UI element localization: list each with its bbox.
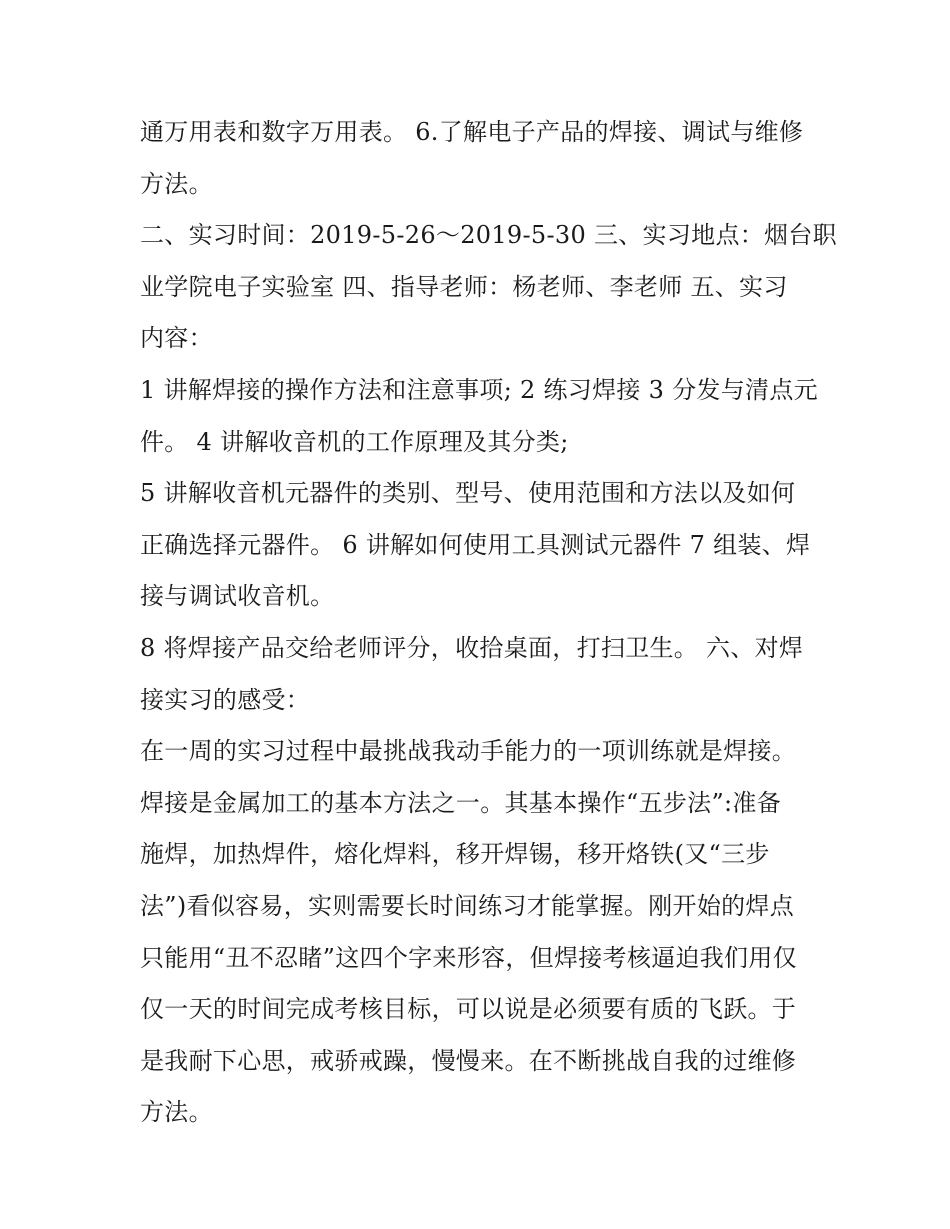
text-line: 在一周的实习过程中最挑战我动手能力的一项训练就是焊接。 xyxy=(140,737,797,766)
text-line: 是我耐下心思，戒骄戒躁，慢慢来。在不断挑战自我的过维修 xyxy=(140,1046,797,1075)
body-text xyxy=(140,107,837,1139)
text-line: 件。 4 讲解收音机的工作原理及其分类; xyxy=(140,427,569,456)
text-line: 方法。 xyxy=(140,1098,213,1127)
text-line: 1 讲解焊接的操作方法和注意事项; 2 练习焊接 3 分发与清点元 xyxy=(140,375,818,404)
text-line: 正确选择元器件。 6 讲解如何使用工具测试元器件 7 组装、焊 xyxy=(140,530,811,559)
text-line: 二、实习时间：2019-5-26～2019-5-30 三、实习地点：烟台职 xyxy=(140,221,837,250)
text-line: 只能用“丑不忍睹”这四个字来形容，但焊接考核逼迫我们用仅 xyxy=(140,943,797,972)
text-line: 5 讲解收音机元器件的类别、型号、使用范围和方法以及如何 xyxy=(140,479,796,508)
text-line: 业学院电子实验室 四、指导老师：杨老师、李老师 五、实习 xyxy=(140,272,788,301)
text-line: 接与调试收音机。 xyxy=(140,582,335,611)
text-line: 法”)看似容易，实则需要长时间练习才能掌握。刚开始的焊点 xyxy=(140,891,795,920)
text-line: 方法。 xyxy=(140,169,213,198)
text-line: 内容： xyxy=(140,324,213,353)
text-line: 接实习的感受： xyxy=(140,685,311,714)
text-line: 施焊，加热焊件，熔化焊料，移开焊锡，移开烙铁(又“三步 xyxy=(140,840,770,869)
text-line: 焊接是金属加工的基本方法之一。其基本操作“五步法”:准备 xyxy=(140,788,782,817)
text-line: 仅一天的时间完成考核目标，可以说是必须要有质的飞跃。于 xyxy=(140,995,797,1024)
text-line: 8 将焊接产品交给老师评分，收拾桌面，打扫卫生。 六、对焊 xyxy=(140,633,804,662)
text-line: 通万用表和数字万用表。 6.了解电子产品的焊接、调试与维修 xyxy=(140,118,804,146)
